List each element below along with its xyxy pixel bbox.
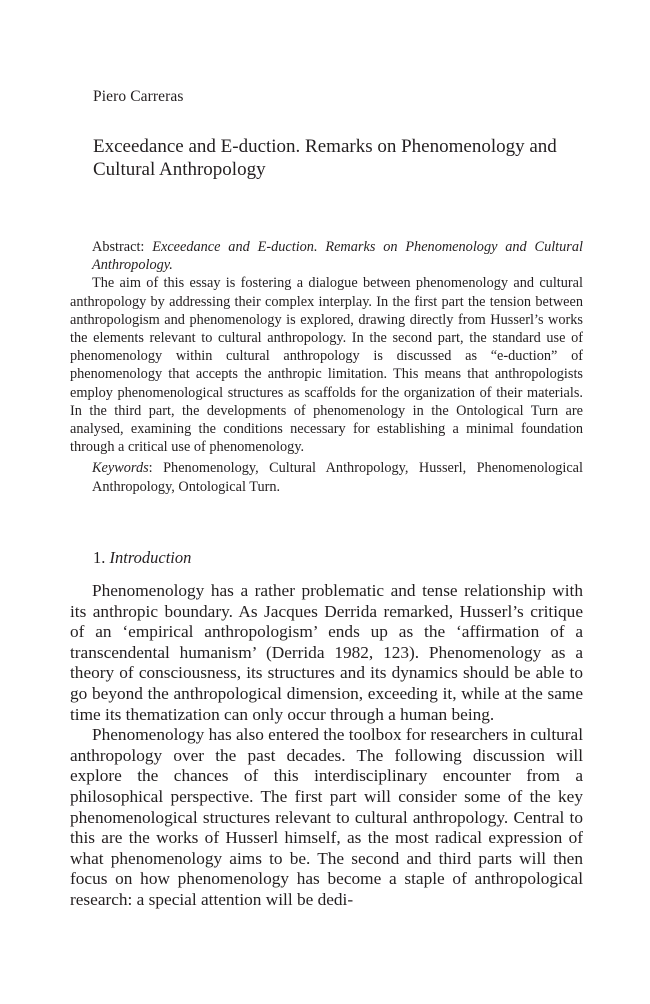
author-name: Piero Carreras: [93, 88, 184, 105]
abstract-title: Exceedance and E-duction. Remarks on Phenomenology and Cultural Anthropology.: [92, 239, 583, 274]
keywords-line: Keywords: Phenomenology, Cultural Anthropology, Husserl, Phenomenological Anthropology, Ontological Turn.: [92, 460, 584, 495]
abstract-body: The aim of this essay is fostering a dialogue between phenomenology and cultural anthropology by addressing their complex interplay. In the first part the tension between anthropologism and phenomenology is explored, drawing directly from Husserl’s works the elements relevant to cultural anthropology. In the second part, the standard use of phenomenology within cultural anthropology is discussed as “e-duction” of phenomenology that accepts the anthropic limitation. This means that anthropologists employ phenomenological structures as scaffolds for the organization of their materials. In the third part, the developments of phenomenology in the Ontological Turn are analysed, examining the conditions necessary for establishing a minimal foundation through a critical use of phenomenology.: [70, 275, 583, 456]
section-number: 1.: [93, 548, 106, 567]
section-heading: [93, 548, 191, 568]
keywords-label: Keywords: [92, 460, 149, 477]
abstract-section: [70, 238, 583, 496]
paragraph: Phenomenology has also entered the toolbox for researchers in cultural anthropology over the past decades. The following discussion will explore the chances of this interdisciplinary encounter from a philosophical perspective. The first part will consider some of the key phenomenological structures relevant to cultural anthropology. Central to this are the works of Husserl himself, as the most radical expression of what phenomenology aims to be. The second and third parts will then focus on how phenomenology has become a staple of anthropological research: a special attention will be dedi-: [70, 725, 583, 909]
paper-title: Exceedance and E-duction. Remarks on Phenomenology and Cultural Anthropology: [93, 136, 557, 180]
keywords-list: Phenomenology, Cultural Anthropology, Husserl, Phenomenological Anthropology, Ontological Turn.: [92, 460, 584, 495]
section-name: Introduction: [109, 548, 192, 567]
body-text: [70, 581, 583, 911]
abstract-heading: [70, 238, 583, 274]
abstract-label: Abstract:: [92, 239, 145, 255]
paragraph: Phenomenology has a rather problematic and tense relationship with its anthropic boundary. As Jacques Derrida remarked, Husserl’s critique of an ‘empirical anthropologism’ ends up as the ‘affirmation of a transcendental humanism’ (Derrida 1982, 123). Phenomenology as a theory of consciousness, its structures and its dynamics should be able to go beyond the anthropological dimension, exceeding it, while at the same time its thematization can only occur through a human being.: [70, 581, 583, 724]
